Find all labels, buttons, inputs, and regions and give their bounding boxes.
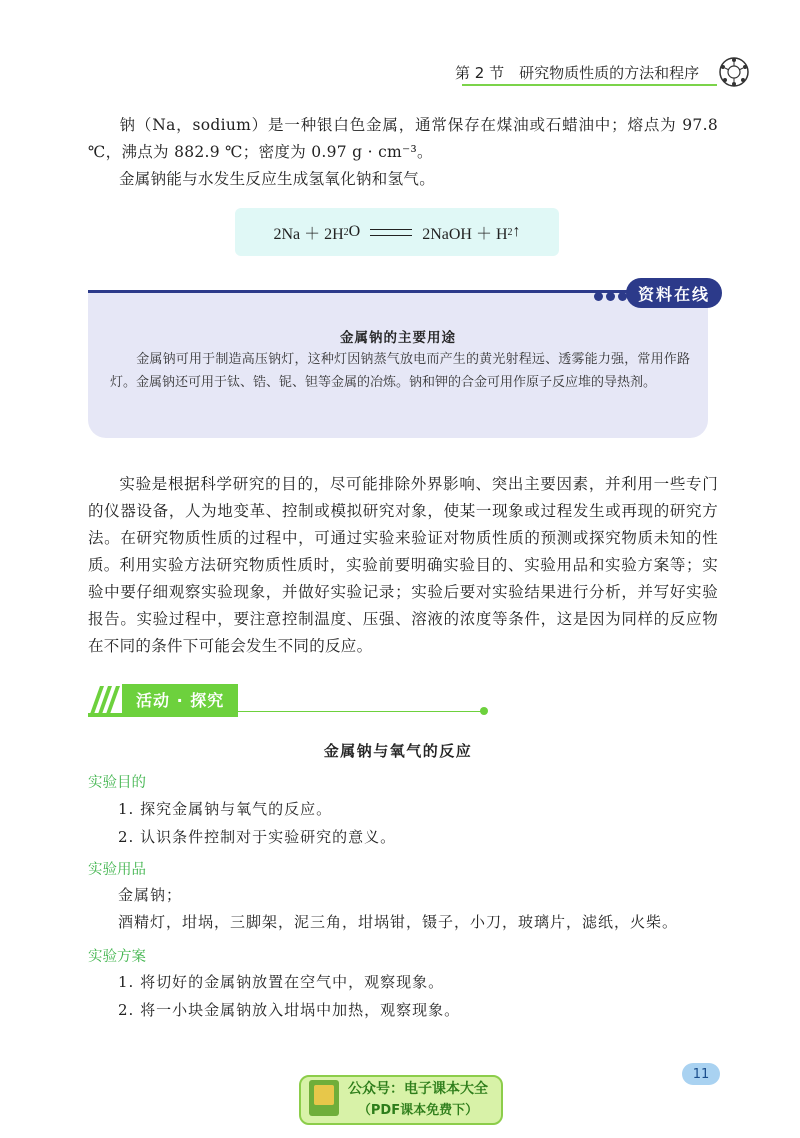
molecule-ball-icon	[718, 56, 750, 88]
chapter-header-title: 第 2 节 研究物质性质的方法和程序	[455, 64, 700, 82]
info-online-badge: 资料在线	[626, 278, 722, 308]
materials-heading: 实验用品	[88, 862, 146, 878]
watermark-line1: 公众号：电子课本大全	[348, 1081, 488, 1097]
activity-line	[238, 711, 484, 712]
info-title: 金属钠的主要用途	[340, 330, 456, 346]
reaction-equation: 2Na ＋ 2H 2 O 2NaOH ＋ H 2 ↑	[235, 208, 559, 256]
activity-dot	[480, 707, 488, 715]
info-text: 金属钠可用于制造高压钠灯，这种灯因钠蒸气放电而产生的黄光射程远、透雾能力强，常用作路灯。金属钠还可用于钛、锆、铌、钽等金属的冶炼。钠和钾的合金可用作原子反应堆的导热剂。	[110, 352, 690, 390]
watermark-line2: （PDF课本免费下）	[357, 1103, 479, 1118]
plan-heading: 实验方案	[88, 949, 146, 965]
purpose-item: 1. 探究金属钠与氧气的反应。	[118, 800, 333, 818]
info-dots	[594, 286, 630, 305]
book-icon	[309, 1080, 339, 1116]
equals-sign	[370, 229, 412, 236]
page-number: 11	[682, 1063, 720, 1085]
purpose-heading: 实验目的	[88, 775, 146, 791]
materials-item: 酒精灯，坩埚，三脚架，泥三角，坩埚钳，镊子，小刀，玻璃片，滤纸，火柴。	[118, 913, 679, 931]
info-box-rule	[88, 290, 628, 293]
plan-item: 1. 将切好的金属钠放置在空气中，观察现象。	[118, 973, 445, 991]
header-rule	[462, 84, 717, 86]
experiment-title: 金属钠与氧气的反应	[323, 742, 473, 760]
activity-bar	[88, 713, 238, 717]
purpose-item: 2. 认识条件控制对于实验研究的意义。	[118, 828, 397, 846]
materials-item: 金属钠；	[118, 886, 183, 904]
experiment-method-paragraph: 利用实验方法研究物质性质时，实验前要明确实验目的、实验用品和实验方案等；实验中要仔细观察实验现象，并做好实验记录；实验后要对实验结果进行分析，并写好实验报告。实验过程中，要注意控制温度、压强、溶液的浓度等条件，这是因为同样的反应物在不同的条件下可能会发生不同的反应。	[88, 556, 718, 655]
plan-item: 2. 将一小块金属钠放入坩埚中加热，观察现象。	[118, 1001, 461, 1019]
experiment-definition-paragraph: 实验是根据科学研究的目的，尽可能排除外界影响、突出主要因素，并利用一些专门的仪器设备，人为地变革、控制或模拟研究对象，使某一现象或过程发生或再现的研究方法。在研究物质性质的过程中，可通过实验来验证对物质性质的预测或探究物质未知的性质。	[88, 475, 718, 574]
sodium-properties-paragraph: 钠（Na，sodium）是一种银白色金属，通常保存在煤油或石蜡油中；熔点为 97.8 ℃，沸点为 882.9 ℃；密度为 0.97 g · cm⁻³。	[88, 116, 718, 161]
sodium-water-paragraph: 金属钠能与水发生反应生成氢氧化钠和氢气。	[119, 170, 436, 188]
activity-label: 活动 · 探究	[122, 684, 238, 714]
